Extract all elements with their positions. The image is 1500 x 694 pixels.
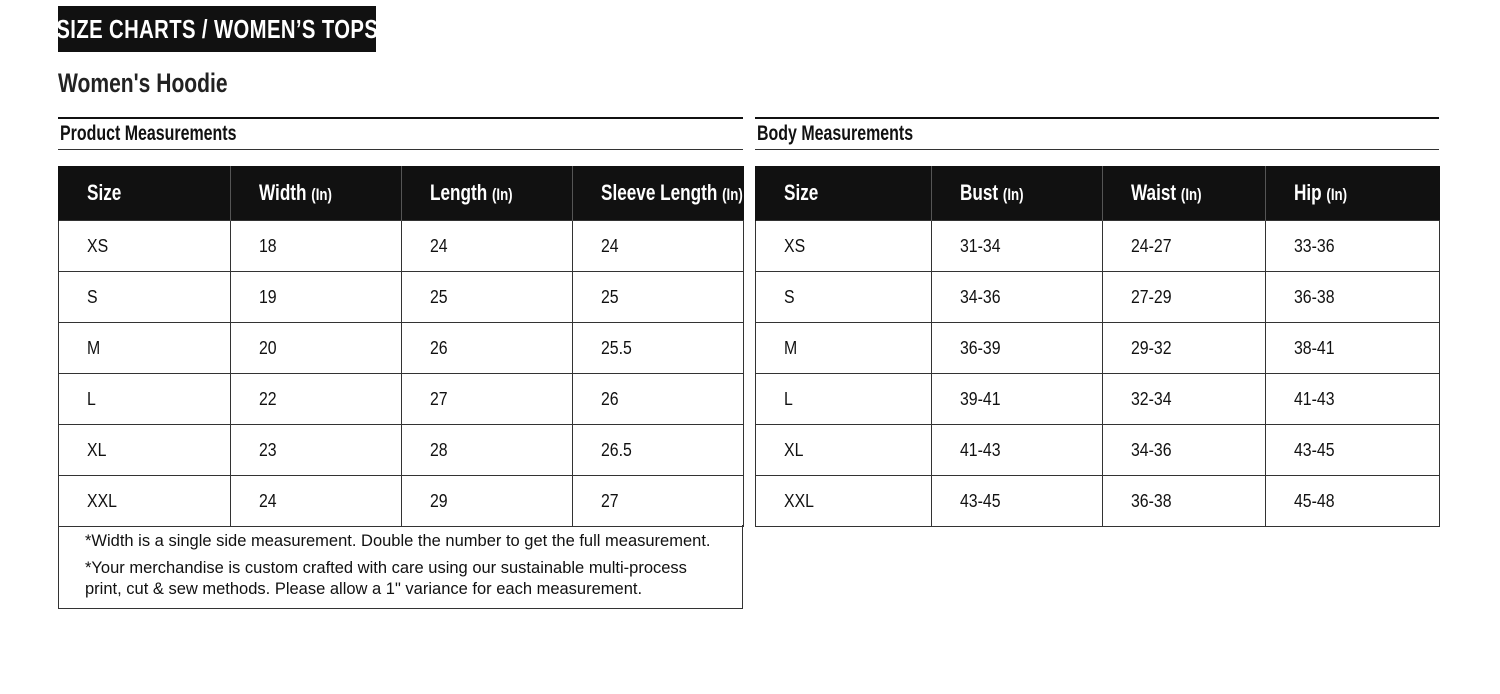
banner-title: SIZE CHARTS / WOMEN’S TOPS [56,13,378,44]
column-header: Waist (In) [1103,166,1266,221]
product-measurements-table [58,166,744,527]
body-measurements-table [755,166,1440,527]
table-row [59,374,744,425]
table-row [59,476,744,527]
value-cell: 34-36 [932,272,1103,323]
value-cell: 24 [402,221,573,272]
value-cell: 36-38 [1103,476,1266,527]
product-title: Women's Hoodie [58,68,228,98]
value-cell: 25.5 [573,323,744,374]
table-header-row [756,166,1440,221]
value-cell: 39-41 [932,374,1103,425]
size-cell: XXL [756,476,932,527]
size-cell: L [756,374,932,425]
note-text: *Your merchandise is custom crafted with care using our sustainable multi-process print, cut & sew methods. Please allow a 1" variance for each measurement. [85,559,687,598]
value-cell: 45-48 [1266,476,1440,527]
value-cell: 27 [402,374,573,425]
value-cell: 43-45 [932,476,1103,527]
column-header: Length (In) [402,166,573,221]
body-measurements-title: Body Measurements [757,122,914,145]
column-header: Width (In) [231,166,402,221]
value-cell: 24 [573,221,744,272]
size-cell: XL [59,425,231,476]
value-cell: 28 [402,425,573,476]
table-row [756,476,1440,527]
size-cell: L [59,374,231,425]
table-row [756,221,1440,272]
table-row [59,425,744,476]
table-row [756,425,1440,476]
value-cell: 22 [231,374,402,425]
product-measurements-heading [58,117,743,150]
size-cell: XS [59,221,231,272]
column-header: Bust (In) [932,166,1103,221]
size-cell: S [756,272,932,323]
size-cell: S [59,272,231,323]
value-cell: 26 [573,374,744,425]
size-cell: M [756,323,932,374]
table-row [59,272,744,323]
table-header-row [59,166,744,221]
table-row [756,272,1440,323]
table-row [59,323,744,374]
column-header: Size [756,166,932,221]
value-cell: 41-43 [932,425,1103,476]
size-cell: XXL [59,476,231,527]
note-text: *Width is a single side measurement. Double the number to get the full measurement. [85,532,711,550]
size-cell: XS [756,221,932,272]
value-cell: 36-38 [1266,272,1440,323]
value-cell: 32-34 [1103,374,1266,425]
column-header: Size [59,166,231,221]
value-cell: 27-29 [1103,272,1266,323]
value-cell: 34-36 [1103,425,1266,476]
value-cell: 43-45 [1266,425,1440,476]
value-cell: 26.5 [573,425,744,476]
column-header: Hip (In) [1266,166,1440,221]
value-cell: 41-43 [1266,374,1440,425]
value-cell: 27 [573,476,744,527]
product-measurements-title: Product Measurements [60,122,237,145]
value-cell: 25 [573,272,744,323]
value-cell: 24-27 [1103,221,1266,272]
page-banner [58,6,376,52]
table-row [756,374,1440,425]
value-cell: 26 [402,323,573,374]
value-cell: 19 [231,272,402,323]
table-row [59,221,744,272]
column-header: Sleeve Length (In) [573,166,744,221]
value-cell: 31-34 [932,221,1103,272]
value-cell: 38-41 [1266,323,1440,374]
value-cell: 24 [231,476,402,527]
body-measurements-heading [755,117,1439,150]
size-cell: XL [756,425,932,476]
value-cell: 36-39 [932,323,1103,374]
value-cell: 33-36 [1266,221,1440,272]
value-cell: 29-32 [1103,323,1266,374]
size-cell: M [59,323,231,374]
value-cell: 29 [402,476,573,527]
measurement-notes [58,525,743,609]
value-cell: 23 [231,425,402,476]
value-cell: 25 [402,272,573,323]
table-row [756,323,1440,374]
value-cell: 20 [231,323,402,374]
value-cell: 18 [231,221,402,272]
